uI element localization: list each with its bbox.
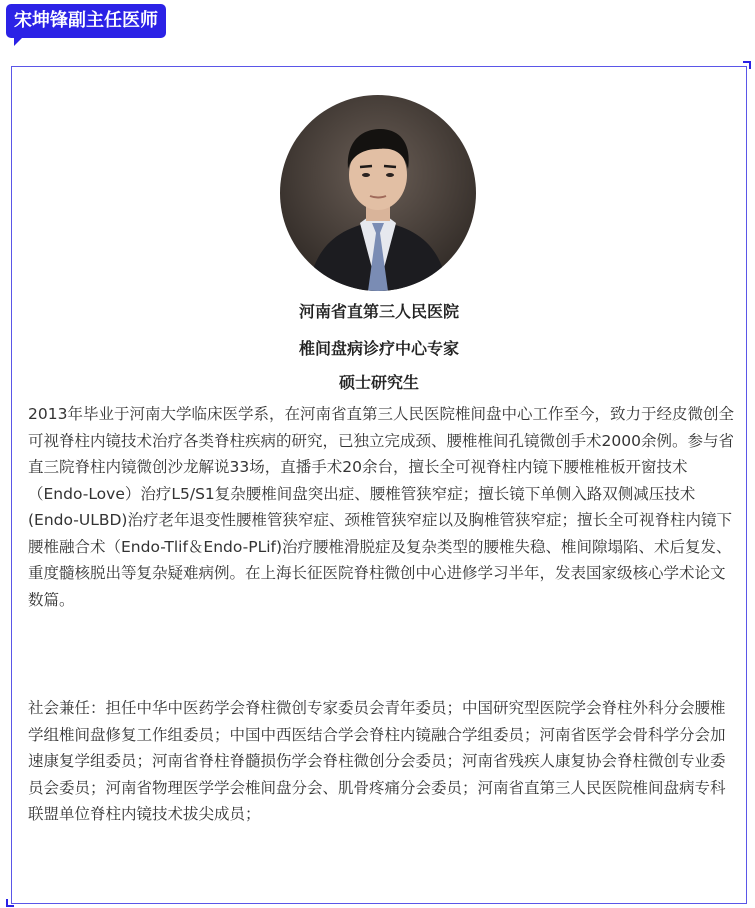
profile-card [11, 66, 747, 904]
degree: 硕士研究生 [338, 373, 419, 392]
doctor-name-title: 宋坤锋副主任医师 [6, 4, 166, 38]
bio-paragraph: 2013年毕业于河南大学临床医学系，在河南省直第三人民医院椎间盘中心工作至今，致力于经皮微创全可视脊柱内镜技术治疗各类脊柱疾病的研究，已独立完成颈、腰椎椎间孔镜微创手术2000余例。参与省直三院脊柱内镜微创沙龙解说33场，直播手术20余台，擅长全可视脊柱内镜下腰椎椎板开窗技术（Endo-Love）治疗L5/S1复杂腰椎间盘突出症、腰椎管狭窄症；擅长镜下单侧入路双侧减压技术(Endo-ULBD)治疗老年退变性腰椎管狭窄症、颈椎管狭窄症以及胸椎管狭窄症；擅长全可视脊柱内镜下腰椎融合术（Endo-Tlif＆Endo-PLif)治疗腰椎滑脱症及复杂类型的腰椎失稳、椎间隙塌陷、术后复发、重度髓核脱出等复杂疑难病例。在上海长征医院脊柱微创中心进修学习半年，发表国家级核心学术论文数篇。 [28, 405, 734, 609]
specialty-title: 椎间盘病诊疗中心专家 [298, 339, 459, 358]
doctor-portrait [280, 95, 476, 291]
social-roles-paragraph: 社会兼任：担任中华中医药学会脊柱微创专家委员会青年委员；中国研究型医院学会脊柱外科分会腰椎学组椎间盘修复工作组委员；中国中西医结合学会脊柱内镜融合学组委员；河南省医学会骨科学分会加速康复学组委员；河南省脊柱脊髓损伤学会脊柱微创分会委员；河南省残疾人康复协会脊柱微创专业委员会委员；河南省物理医学学会椎间盘分会、肌骨疼痛分会委员；河南省直第三人民医院椎间盘病专科联盟单位脊柱内镜技术拔尖成员； [28, 699, 726, 823]
frame-corner-bottom-left [6, 899, 14, 907]
hospital-name: 河南省直第三人民医院 [298, 302, 459, 321]
